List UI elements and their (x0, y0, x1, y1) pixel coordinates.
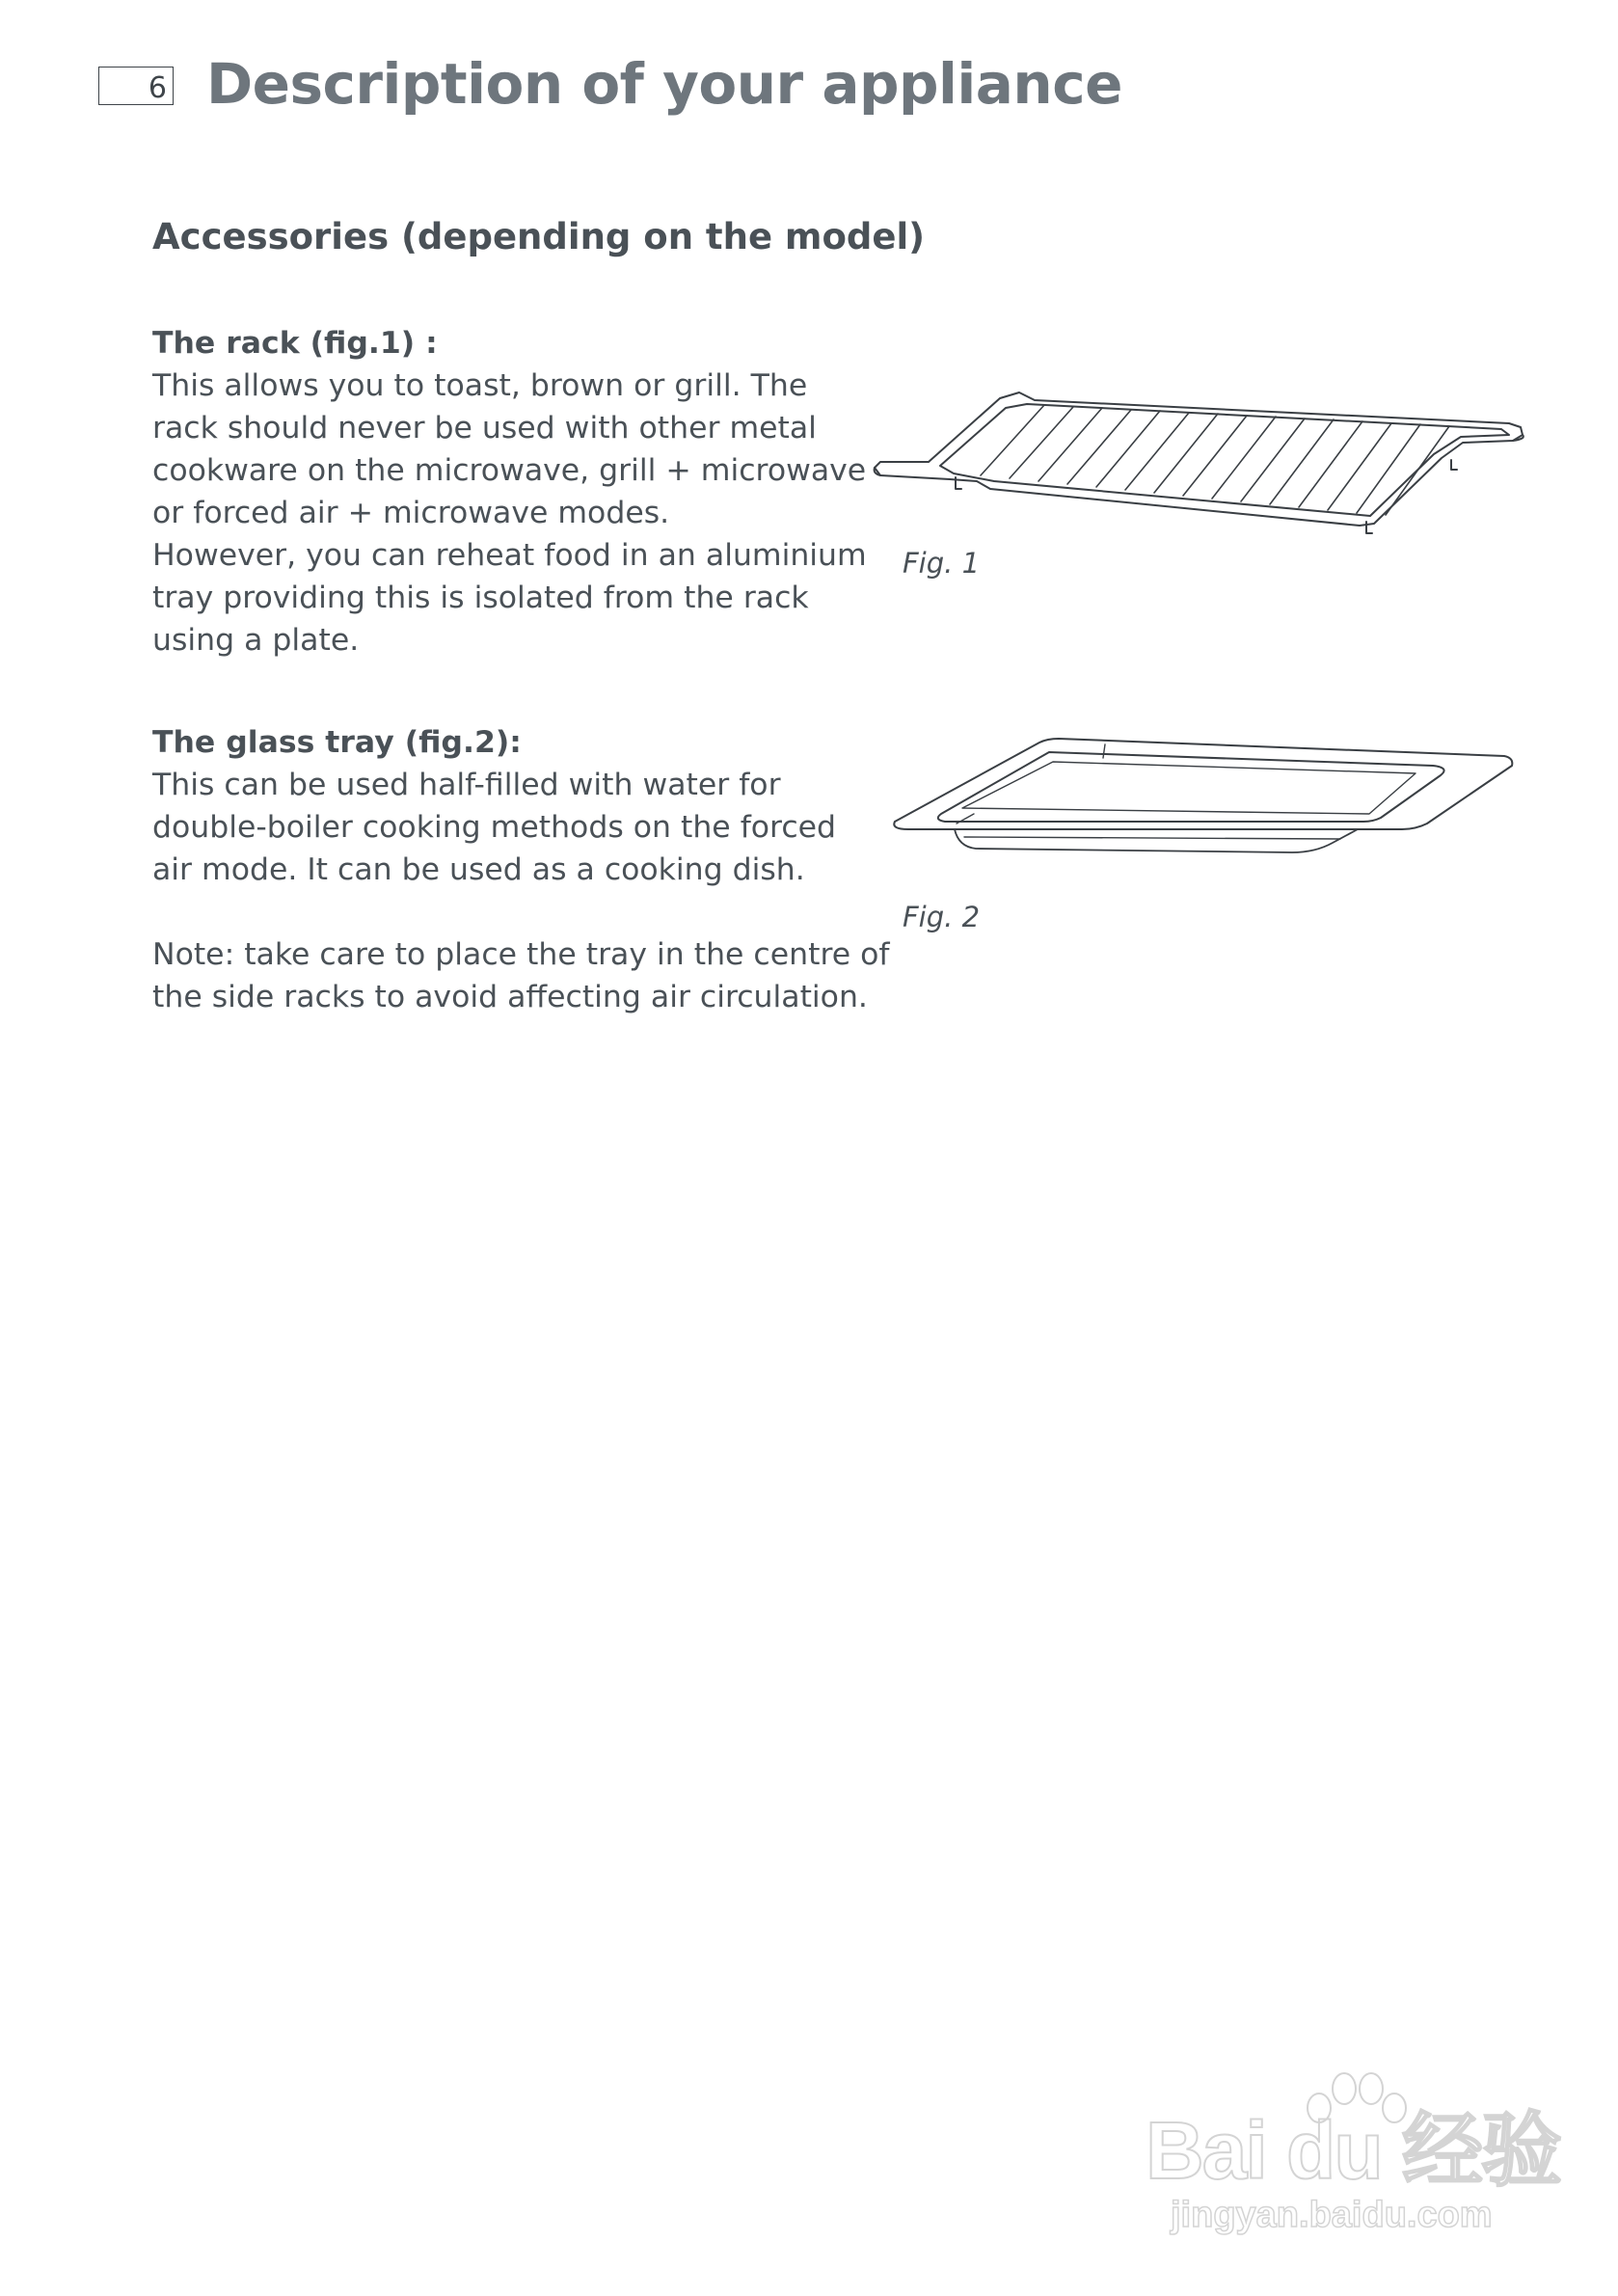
note-line: Note: take care to place the tray in the centre of (152, 937, 890, 972)
page-title: Description of your appliance (206, 51, 1122, 117)
fig2-caption: Fig. 2 (903, 901, 981, 933)
tray-line: double-boiler cooking methods on the forced (152, 810, 837, 845)
watermark-url: jingyan.baidu.com (1171, 2195, 1493, 2235)
rack-line: However, you can reheat food in an aluminium (152, 538, 867, 573)
rack-description (152, 322, 867, 662)
rack-line: or forced air + microwave modes. (152, 496, 670, 530)
rack-heading: The rack (fig.1) : (152, 326, 438, 361)
note-line: the side racks to avoid affecting air circulation. (152, 980, 868, 1014)
rack-illustration (873, 381, 1528, 545)
page-number-box (98, 67, 174, 105)
rack-line: rack should never be used with other metal (152, 411, 817, 446)
rack-line: using a plate. (152, 623, 360, 658)
tray-line: This can be used half-filled with water for (152, 768, 781, 802)
baidu-watermark (1146, 2064, 1561, 2252)
note-block (152, 933, 890, 1018)
tray-heading: The glass tray (fig.2): (152, 725, 522, 760)
tray-illustration (887, 733, 1524, 878)
watermark-brand: Bai du 经验 (1146, 2105, 1561, 2196)
rack-line: This allows you to toast, brown or grill. The (152, 368, 808, 403)
tray-description (152, 721, 847, 891)
rack-line: tray providing this is isolated from the rack (152, 581, 809, 615)
rack-line: cookware on the microwave, grill + microwave (152, 453, 867, 488)
tray-line: air mode. It can be used as a cooking dish. (152, 852, 805, 887)
page-number: 6 (148, 71, 167, 105)
fig1-caption: Fig. 1 (903, 547, 981, 580)
section-heading: Accessories (depending on the model) (152, 216, 926, 257)
